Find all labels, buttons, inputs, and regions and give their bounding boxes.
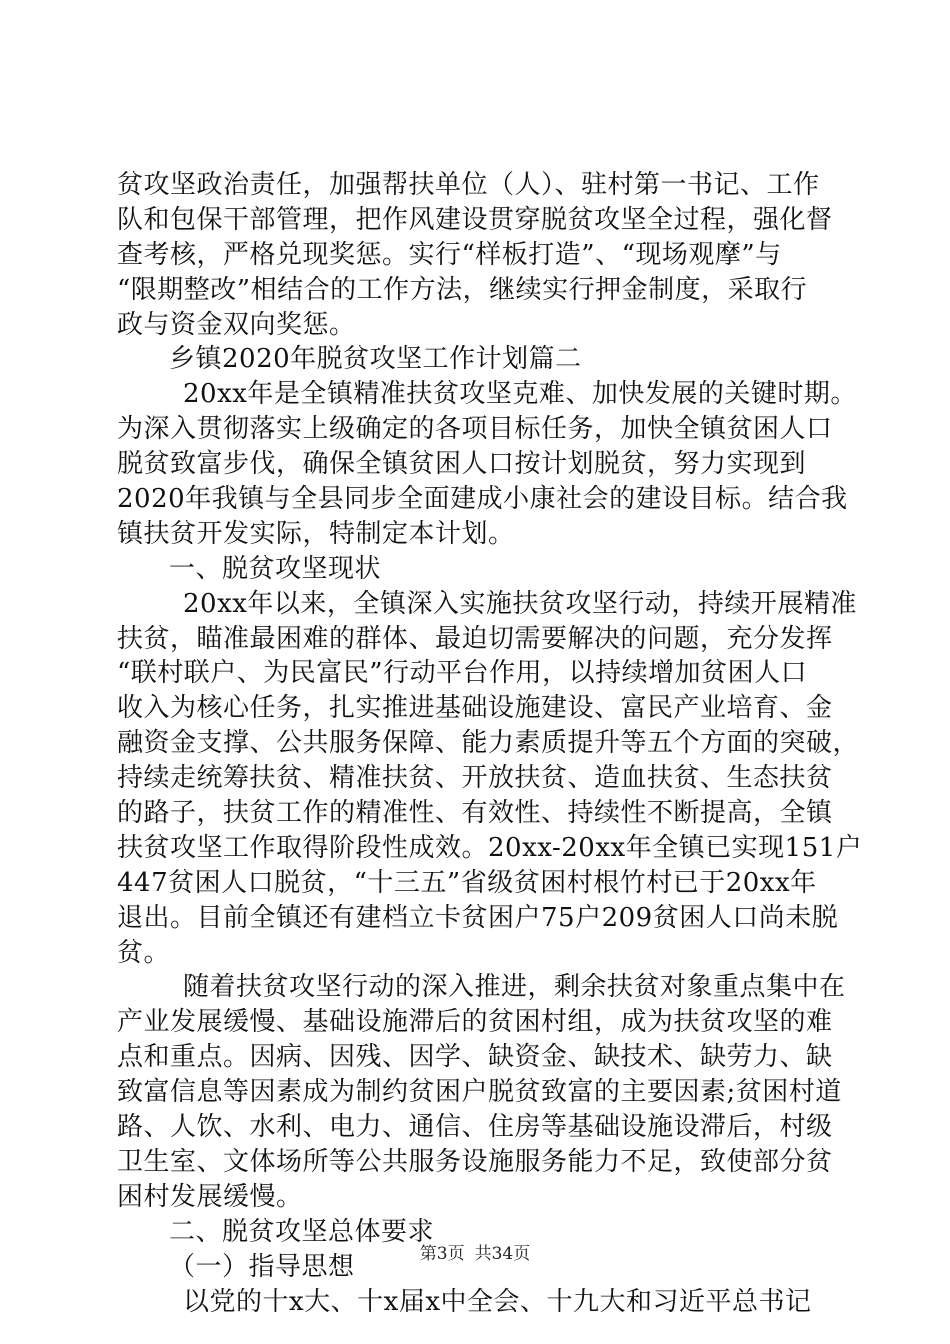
text-line: 卫生室、文体场所等公共服务设施服务能力不足，致使部分贫 — [117, 1146, 833, 1177]
text-line: 20xx年是全镇精准扶贫攻坚克难、加快发展的关键时期。 — [183, 379, 857, 410]
text-line: 随着扶贫攻坚行动的深入推进，剩余扶贫对象重点集中在 — [183, 972, 846, 1003]
text-line: 退出。目前全镇还有建档立卡贫困户75户209贫困人口尚未脱 — [117, 902, 839, 933]
text-line: 查考核，严格兑现奖惩。实行“样板打造”、“现场观摩”与 — [117, 239, 782, 270]
text-line: 乡镇2020年脱贫攻坚工作计划篇二 — [169, 344, 582, 375]
text-line: 困村发展缓慢。 — [117, 1181, 303, 1212]
text-line: 二、脱贫攻坚总体要求 — [169, 1216, 435, 1247]
text-line: “联村联户、为民富民”行动平台作用，以持续增加贫困人口 — [117, 658, 808, 689]
text-line: 为深入贯彻落实上级确定的各项目标任务，加快全镇贫困人口 — [117, 414, 833, 445]
text-line: 以党的十x大、十x届x中全会、十九大和习近平总书记 — [183, 1286, 812, 1317]
text-line: 点和重点。因病、因残、因学、缺资金、缺技术、缺劳力、缺 — [117, 1042, 833, 1073]
text-line: 447贫困人口脱贫，“十三五”省级贫困村根竹村已于20xx年 — [117, 867, 817, 898]
text-line: 的路子，扶贫工作的精准性、有效性、持续性不断提高，全镇 — [117, 798, 833, 829]
text-line: 脱贫致富步伐，确保全镇贫困人口按计划脱贫，努力实现到 — [117, 449, 807, 480]
text-line: 政与资金双向奖惩。 — [117, 309, 356, 340]
text-line: 收入为核心任务，扎实推进基础设施建设、富民产业培育、金 — [117, 693, 833, 724]
text-line: （一）指导思想 — [169, 1251, 355, 1282]
text-line: 路、人饮、水利、电力、通信、住房等基础设施设滞后，村级 — [117, 1112, 833, 1143]
text-line: 持续走统筹扶贫、精准扶贫、开放扶贫、造血扶贫、生态扶贫 — [117, 763, 833, 794]
text-line: 一、脱贫攻坚现状 — [169, 553, 382, 584]
page-footer — [0, 1243, 950, 1265]
text-line: 产业发展缓慢、基础设施滞后的贫困村组，成为扶贫攻坚的难 — [117, 1007, 833, 1038]
text-line: 贫攻坚政治责任，加强帮扶单位（人）、驻村第一书记、工作 — [117, 170, 820, 200]
text-line: 队和包保干部管理，把作风建设贯穿脱贫攻坚全过程，强化督 — [117, 204, 833, 235]
text-line: “限期整改”相结合的工作方法，继续实行押金制度，采取行 — [117, 274, 808, 305]
text-line: 20xx年以来，全镇深入实施扶贫攻坚行动，持续开展精准 — [183, 588, 857, 619]
document-body — [117, 168, 863, 1319]
text-line: 致富信息等因素成为制约贫困户脱贫致富的主要因素;贫困村道 — [117, 1077, 842, 1108]
text-line: 2020年我镇与全县同步全面建成小康社会的建设目标。结合我 — [117, 484, 848, 515]
text-line: 扶贫攻坚工作取得阶段性成效。20xx-20xx年全镇已实现151户 — [117, 832, 863, 863]
page-number: 第3页 — [419, 1244, 465, 1264]
text-line: 贫。 — [117, 937, 171, 968]
text-line: 扶贫，瞄准最困难的群体、最迫切需要解决的问题，充分发挥 — [117, 623, 833, 654]
text-line: 镇扶贫开发实际，特制定本计划。 — [117, 518, 515, 549]
text-line: 融资金支撑、公共服务保障、能力素质提升等五个方面的突破， — [117, 728, 860, 759]
page-total: 共34页 — [474, 1244, 531, 1264]
